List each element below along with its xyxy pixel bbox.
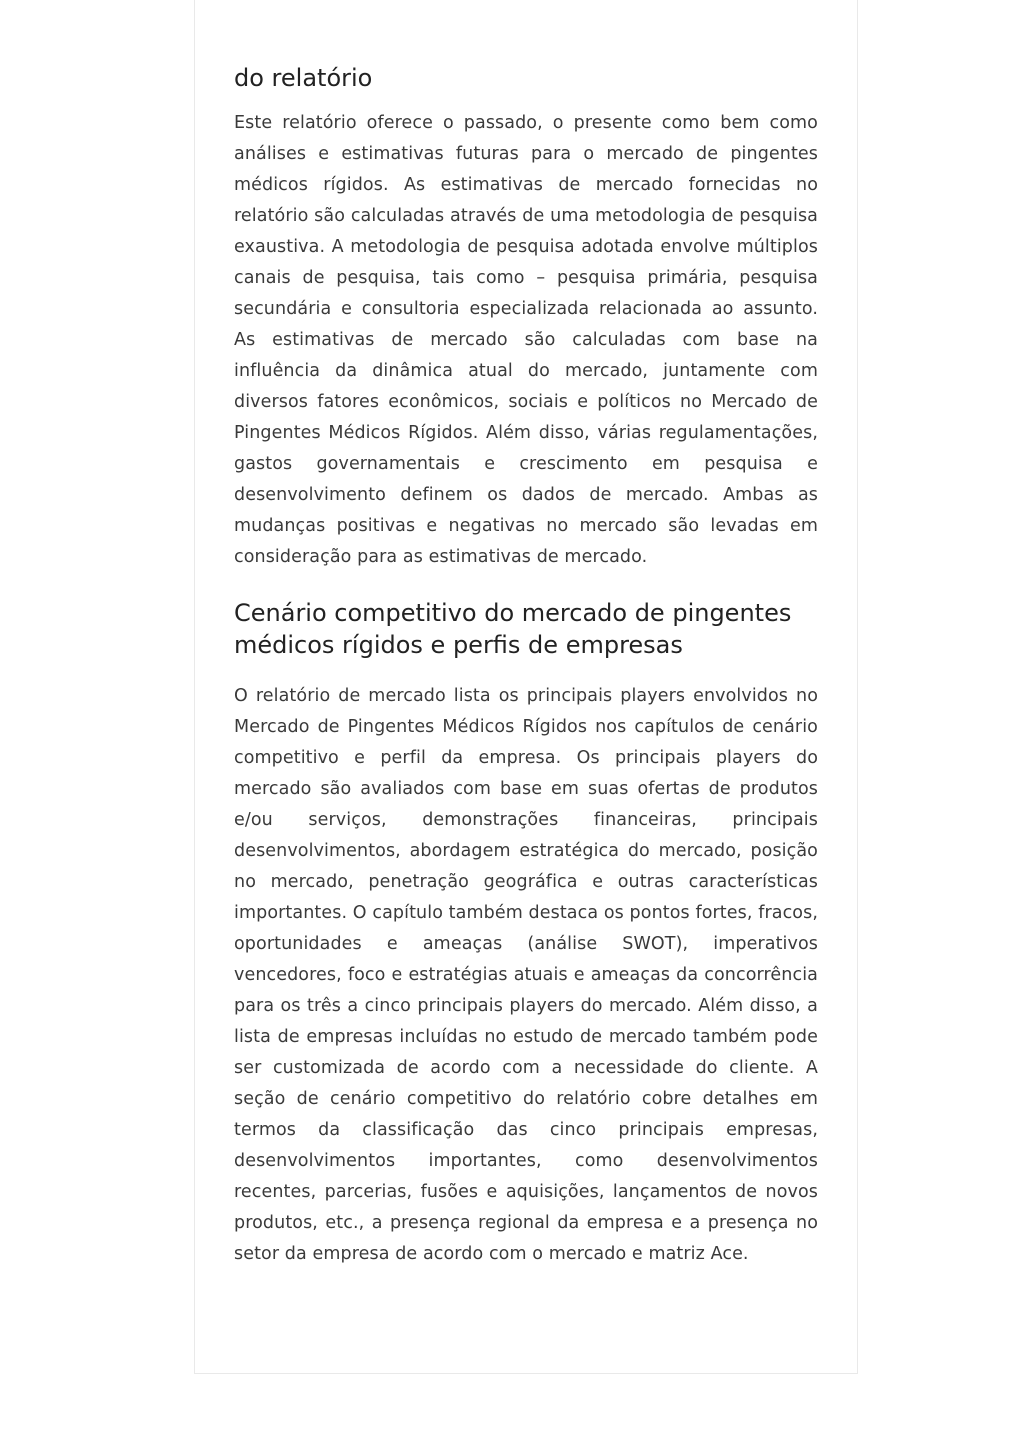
section-heading-continued: do relatório <box>234 64 373 92</box>
article-content <box>234 60 818 1270</box>
competitive-landscape-paragraph: O relatório de mercado lista os principais players envolvidos no Mercado de Pingentes Médicos Rígidos nos capítulos de cenário competitivo e perfil da empresa. Os principais players do mercado são avaliados com base em suas ofertas de produtos e/ou serviços, demonstrações financeiras, principais desenvolvimentos, abordagem estratégica do mercado, posição no mercado, penetração geográfica e outras características importantes. O capítulo também destaca os pontos fortes, fracos, oportunidades e ameaças (análise SWOT), imperativos vencedores, foco e estratégias atuais e ameaças da concorrência para os três a cinco principais players do mercado. Além disso, a lista de empresas incluídas no estudo de mercado também pode ser customizada de acordo com a necessidade do cliente. A seção de cenário competitivo do relatório cobre detalhes em termos da classificação das cinco principais empresas, desenvolvimentos importantes, como desenvolvimentos recentes, parcerias, fusões e aquisições, lançamentos de novos produtos, etc., a presença regional da empresa e a presença no setor da empresa de acordo com o mercado e matriz Ace. <box>234 686 818 1264</box>
competitive-landscape-heading: Cenário competitivo do mercado de pingentes médicos rígidos e perfis de empresas <box>234 599 792 659</box>
report-methodology-paragraph: Este relatório oferece o passado, o presente como bem como análises e estimativas futuras para o mercado de pingentes médicos rígidos. As estimativas de mercado fornecidas no relatório são calculadas através de uma metodologia de pesquisa exaustiva. A metodologia de pesquisa adotada envolve múltiplos canais de pesquisa, tais como – pesquisa primária, pesquisa secundária e consultoria especializada relacionada ao assunto. As estimativas de mercado são calculadas com base na influência da dinâmica atual do mercado, juntamente com diversos fatores econômicos, sociais e políticos no Mercado de Pingentes Médicos Rígidos. Além disso, várias regulamentações, gastos governamentais e crescimento em pesquisa e desenvolvimento definem os dados de mercado. Ambas as mudanças positivas e negativas no mercado são levadas em consideração para as estimativas de mercado. <box>234 113 818 567</box>
